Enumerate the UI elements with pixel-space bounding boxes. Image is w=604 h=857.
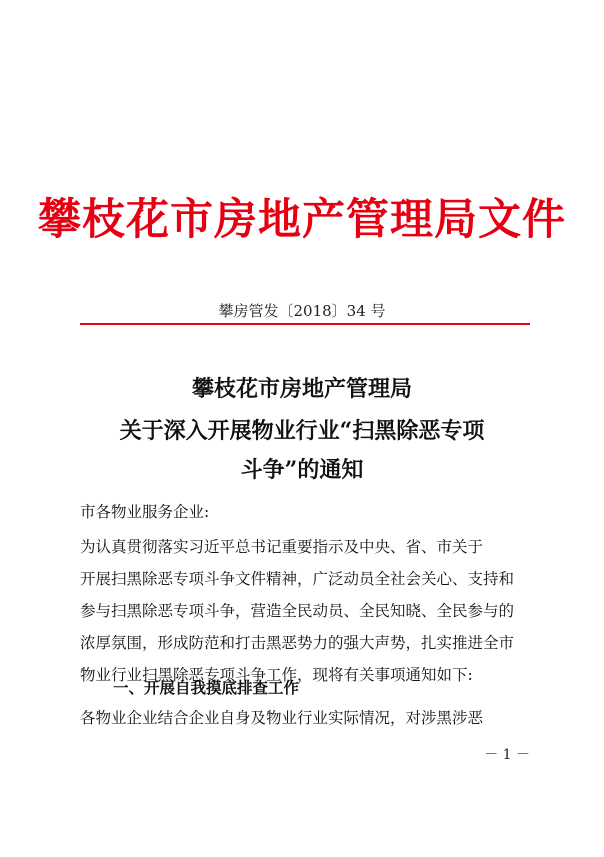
paragraph-1-line: 为认真贯彻落实习近平总书记重要指示及中央、省、市关于 bbox=[80, 538, 484, 556]
red-divider-line bbox=[80, 323, 530, 325]
paragraph-1-line: 参与扫黑除恶专项斗争，营造全民动员、全民知晓、全民参与的 bbox=[80, 602, 515, 620]
document-number: 攀房管发〔2018〕34 号 bbox=[218, 302, 386, 320]
section-1-heading: 一、开展自我摸底排查工作 bbox=[113, 679, 300, 697]
paragraph-1-line: 开展扫黑除恶专项斗争文件精神，广泛动员全社会关心、支持和 bbox=[80, 570, 515, 588]
paragraph-2: 各物业企业结合企业自身及物业行业实际情况，对涉黑涉恶 bbox=[80, 709, 484, 727]
notice-title-line-1: 攀枝花市房地产管理局 bbox=[191, 376, 412, 402]
paragraph-1 bbox=[80, 531, 532, 691]
notice-title-line-2: 关于深入开展物业行业“扫黑除恶专项 bbox=[119, 418, 485, 444]
page-number: － 1 － bbox=[484, 747, 530, 763]
masthead-title: 攀枝花市房地产管理局文件 bbox=[38, 195, 566, 245]
salutation: 市各物业服务企业: bbox=[80, 503, 210, 521]
notice-title-line-3: 斗争”的通知 bbox=[240, 457, 364, 483]
paragraph-1-line: 物业行业扫黑除恶专项斗争工作，现将有关事项通知如下: bbox=[80, 666, 473, 684]
paragraph-1-line: 浓厚氛围，形成防范和打击黑恶势力的强大声势，扎实推进全市 bbox=[80, 634, 515, 652]
